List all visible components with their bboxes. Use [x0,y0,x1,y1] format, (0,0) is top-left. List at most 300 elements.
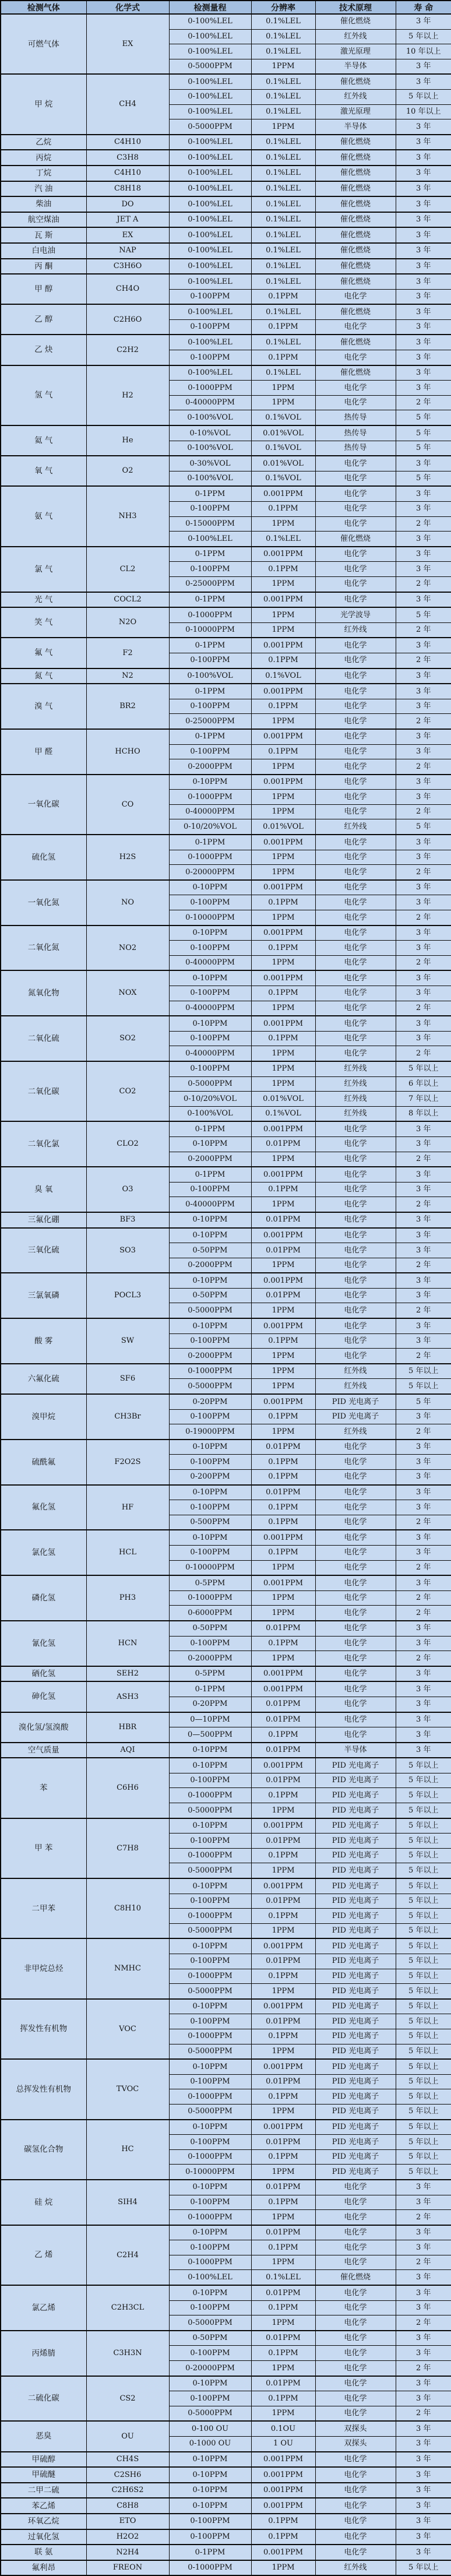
table-row [1,684,451,699]
lifespan-cell: 5 年以上 [396,1818,451,1834]
resolution-cell: 0.001PPM [251,486,315,501]
lifespan-cell: 2 年 [396,804,451,819]
table-row [1,1394,451,1409]
resolution-cell: 0.1OU [251,2421,315,2436]
principle-cell: 红外线 [315,29,396,44]
table-row [1,2225,451,2240]
principle-cell: 电化学 [315,381,396,396]
lifespan-cell: 5 年 [396,819,451,835]
table-row [1,1681,451,1697]
lifespan-cell: 3 年 [396,532,451,547]
chemical-formula-cell: EX [86,227,169,243]
lifespan-cell: 3 年 [396,941,451,956]
detected-gas-cell: 白电油 [1,243,86,259]
lifespan-cell: 3 年 [396,2240,451,2255]
range-cell: 0-10PPM [169,1273,251,1288]
detected-gas-cell: 二氧化氮 [1,925,86,971]
resolution-cell: 1PPM [251,1046,315,1061]
principle-cell: PID 光电离子 [315,2104,396,2119]
detected-gas-cell: 氟 气 [1,638,86,668]
detected-gas-cell: 磷化氢 [1,1575,86,1621]
lifespan-cell: 3 年 [396,925,451,941]
lifespan-cell: 2 年 [396,955,451,970]
lifespan-cell: 3 年 [396,1031,451,1046]
lifespan-cell: 2 年 [396,1152,451,1167]
lifespan-cell: 3 年 [396,2180,451,2195]
resolution-cell: 0.1%LEL [251,227,315,243]
range-cell: 0-5000PPM [169,1984,251,1999]
principle-cell: PID 光电离子 [315,1969,396,1984]
resolution-cell: 1PPM [251,2361,315,2376]
principle-cell: 电化学 [315,865,396,880]
table-row [1,2059,451,2074]
chemical-formula-cell: O2 [86,456,169,486]
principle-cell: PID 光电离子 [315,1878,396,1894]
resolution-cell: 1PPM [251,622,315,638]
detected-gas-cell: 甲 醛 [1,729,86,775]
resolution-cell: 1PPM [251,2044,315,2059]
principle-cell: 红外线 [315,1424,396,1440]
table-row [1,970,451,986]
lifespan-cell: 3 年 [396,319,451,335]
principle-cell: 电化学 [315,1182,396,1197]
detected-gas-cell: 氨 气 [1,486,86,546]
lifespan-cell: 3 年 [396,2529,451,2545]
range-cell: 0-10PPM [169,1440,251,1455]
principle-cell: 电化学 [315,1681,396,1697]
lifespan-cell: 3 年 [396,150,451,166]
detected-gas-cell: 砷化氢 [1,1681,86,1712]
resolution-cell: 0.01PPM [251,1834,315,1849]
principle-cell: 电化学 [315,1515,396,1530]
range-cell: 0-1000PPM [169,1969,251,1984]
principle-cell: PID 光电离子 [315,1984,396,1999]
lifespan-cell: 7 年以上 [396,1092,451,1107]
lifespan-cell: 3 年 [396,744,451,759]
principle-cell: 电化学 [315,955,396,970]
chemical-formula-cell: C2H3CL [86,2285,169,2331]
detected-gas-cell: 氰化氢 [1,1621,86,1666]
resolution-cell: 1PPM [251,1984,315,1999]
chemical-formula-cell: CH4O [86,274,169,304]
principle-cell: 电化学 [315,502,396,517]
table-row [1,2467,451,2483]
resolution-cell: 1PPM [251,1197,315,1212]
lifespan-cell: 2 年 [396,576,451,592]
principle-cell: PID 光电离子 [315,2120,396,2135]
lifespan-cell: 3 年 [396,835,451,850]
range-cell: 0-10%VOL [169,425,251,441]
range-cell: 0-5PPM [169,1575,251,1590]
range-cell: 0-100PPM [169,1545,251,1560]
resolution-cell: 0.1PPM [251,289,315,304]
lifespan-cell: 3 年 [396,970,451,986]
principle-cell: 电化学 [315,2315,396,2331]
resolution-cell: 0.1PPM [251,1470,315,1485]
lifespan-cell: 5 年以上 [396,1894,451,1909]
lifespan-cell: 3 年 [396,1681,451,1697]
resolution-cell: 0.1PPM [251,1500,315,1515]
lifespan-cell: 3 年 [396,135,451,150]
chemical-formula-cell: VOC [86,1999,169,2059]
lifespan-cell: 2 年 [396,2361,451,2376]
resolution-cell: 0.1PPM [251,1788,315,1803]
range-cell: 0-100PPM [169,1333,251,1349]
resolution-cell: 1PPM [251,2210,315,2225]
principle-cell: 电化学 [315,941,396,956]
resolution-cell: 0.01PPM [251,2376,315,2391]
resolution-cell: 0.01PPM [251,1621,315,1636]
detected-gas-cell: 一氧化碳 [1,775,86,835]
chemical-formula-cell: HCHO [86,729,169,775]
detected-gas-cell: 氮氧化物 [1,970,86,1016]
principle-cell: 催化燃烧 [315,150,396,166]
principle-cell: 电化学 [315,1455,396,1470]
resolution-cell: 0.1PPM [251,2391,315,2406]
principle-cell: 热传导 [315,410,396,425]
lifespan-cell: 5 年以上 [396,2089,451,2105]
resolution-cell: 1PPM [251,1061,315,1076]
principle-cell: 电化学 [315,2240,396,2255]
principle-cell: 电化学 [315,1666,396,1682]
range-cell: 0-10PPM [169,1818,251,1834]
detected-gas-cell: 乙 烯 [1,2225,86,2285]
chemical-formula-cell: C6H6 [86,1758,169,1818]
table-row [1,1758,451,1773]
table-row [1,274,451,289]
detected-gas-cell: 光 气 [1,592,86,608]
resolution-cell: 0.001PPM [251,1878,315,1894]
table-row [1,243,451,259]
lifespan-cell: 3 年 [396,880,451,895]
chemical-formula-cell: HF [86,1485,169,1530]
resolution-cell: 0.001PPM [251,2120,315,2135]
table-row [1,2180,451,2195]
range-cell: 0-100PPM [169,1061,251,1076]
lifespan-cell: 8 年以上 [396,1106,451,1121]
lifespan-cell: 2 年 [396,516,451,532]
resolution-cell: 0.1PPM [251,2195,315,2210]
principle-cell: 热传导 [315,441,396,456]
resolution-cell: 0.01%VOL [251,1092,315,1107]
chemical-formula-cell: C7H8 [86,1818,169,1878]
lifespan-cell: 3 年 [396,1228,451,1243]
lifespan-cell: 2 年 [396,2255,451,2270]
chemical-formula-cell: H2O2 [86,2529,169,2545]
resolution-cell: 0.1%LEL [251,135,315,150]
principle-cell: PID 光电离子 [315,1848,396,1863]
table-row [1,1016,451,1031]
lifespan-cell: 2 年 [396,1651,451,1666]
chemical-formula-cell: EX [86,14,169,74]
lifespan-cell: 3 年 [396,1530,451,1545]
chemical-formula-cell: SEH2 [86,1666,169,1682]
resolution-cell: 0.001PPM [251,1666,315,1682]
chemical-formula-cell: He [86,425,169,456]
detected-gas-cell: 氮 气 [1,668,86,684]
detected-gas-cell: 乙烷 [1,135,86,150]
table-row [1,181,451,197]
resolution-cell: 0.001PPM [251,1273,315,1288]
lifespan-cell: 3 年 [396,1016,451,1031]
range-cell: 0-1PPM [169,486,251,501]
principle-cell: 电化学 [315,289,396,304]
table-row [1,2560,451,2576]
principle-cell: 红外线 [315,89,396,104]
chemical-formula-cell: C3H6O [86,259,169,275]
table-row [1,1212,451,1228]
principle-cell: PID 光电离子 [315,1803,396,1818]
resolution-cell: 0.01PPM [251,2225,315,2240]
chemical-formula-cell: JET A [86,212,169,228]
principle-cell: 催化燃烧 [315,14,396,29]
range-cell: 0-100 OU [169,2421,251,2436]
principle-cell: PID 光电离子 [315,1834,396,1849]
header-detected-gas: 检测气体 [1,1,86,14]
range-cell: 0-100%LEL [169,135,251,150]
range-cell: 0-10PPM [169,1318,251,1333]
detected-gas-cell: 乙 醇 [1,304,86,335]
principle-cell: PID 光电离子 [315,1938,396,1954]
chemical-formula-cell: CL2 [86,547,169,592]
range-cell: 0-100%LEL [169,29,251,44]
resolution-cell: 0.1PPM [251,319,315,335]
detected-gas-cell: 二氧化碳 [1,1061,86,1121]
principle-cell: 电化学 [315,319,396,335]
table-row [1,259,451,275]
range-cell: 0-10PPM [169,1016,251,1031]
lifespan-cell: 2 年 [396,1258,451,1273]
principle-cell: 电化学 [315,2346,396,2361]
resolution-cell: 1PPM [251,2165,315,2180]
table-row [1,1621,451,1636]
range-cell: 0-10PPM [169,1530,251,1545]
principle-cell: 电化学 [315,775,396,790]
range-cell: 0-100PPM [169,1182,251,1197]
resolution-cell: 1PPM [251,2560,315,2576]
lifespan-cell: 5 年 [396,471,451,486]
range-cell: 0-100%LEL [169,196,251,212]
chemical-formula-cell: C8H10 [86,1878,169,1938]
header-resolution: 分辨率 [251,1,315,14]
principle-cell: 电化学 [315,2483,396,2498]
principle-cell: PID 光电离子 [315,2089,396,2105]
resolution-cell: 0.01%VOL [251,425,315,441]
principle-cell: 电化学 [315,2529,396,2545]
lifespan-cell: 3 年 [396,2391,451,2406]
range-cell: 0-40000PPM [169,1197,251,1212]
resolution-cell: 0.001PPM [251,1167,315,1182]
resolution-cell: 0.1%LEL [251,304,315,319]
detected-gas-cell: 丙烷 [1,150,86,166]
chemical-formula-cell: C2H6O [86,304,169,335]
lifespan-cell: 3 年 [396,502,451,517]
range-cell: 0-5000PPM [169,1303,251,1318]
range-cell: 0-10PPM [169,2467,251,2483]
resolution-cell: 1PPM [251,1560,315,1575]
principle-cell: 电化学 [315,638,396,653]
table-row [1,365,451,381]
lifespan-cell: 10 年以上 [396,44,451,59]
chemical-formula-cell: HBR [86,1712,169,1743]
detected-gas-cell: 二硫化碳 [1,2376,86,2422]
resolution-cell: 0.01%VOL [251,819,315,835]
detected-gas-cell: 氯 气 [1,547,86,592]
lifespan-cell: 2 年 [396,1424,451,1440]
detected-gas-cell: 二甲二硫 [1,2483,86,2498]
range-cell: 0—10PPM [169,1712,251,1727]
detected-gas-cell: 氧 气 [1,456,86,486]
resolution-cell: 0.001PPM [251,684,315,699]
resolution-cell: 1PPM [251,1590,315,1606]
principle-cell: 电化学 [315,2361,396,2376]
principle-cell: 电化学 [315,714,396,729]
detected-gas-cell: 苯乙烯 [1,2498,86,2514]
principle-cell: PID 光电离子 [315,2074,396,2089]
lifespan-cell: 2 年 [396,622,451,638]
principle-cell: 电化学 [315,2498,396,2514]
chemical-formula-cell: ASH3 [86,1681,169,1712]
resolution-cell: 0.01PPM [251,2074,315,2089]
chemical-formula-cell: C2SH6 [86,2467,169,2483]
resolution-cell: 0.001PPM [251,1999,315,2014]
lifespan-cell: 3 年 [396,14,451,29]
resolution-cell: 1PPM [251,1803,315,1818]
resolution-cell: 0.01PPM [251,1485,315,1500]
lifespan-cell: 5 年以上 [396,2120,451,2135]
detected-gas-cell: 六氟化硫 [1,1364,86,1394]
principle-cell: 电化学 [315,2285,396,2300]
principle-cell: PID 光电离子 [315,1758,396,1773]
lifespan-cell: 5 年以上 [396,2059,451,2074]
principle-cell: 电化学 [315,1621,396,1636]
table-row [1,607,451,622]
detected-gas-cell: 丙 酮 [1,259,86,275]
resolution-cell: 0.1%LEL [251,166,315,181]
range-cell: 0-100PPM [169,2300,251,2315]
lifespan-cell: 2 年 [396,1606,451,1621]
principle-cell: 红外线 [315,1061,396,1076]
detected-gas-cell: 笑 气 [1,607,86,638]
lifespan-cell: 5 年以上 [396,2044,451,2059]
lifespan-cell: 3 年 [396,381,451,396]
principle-cell: 电化学 [315,668,396,684]
chemical-formula-cell: SO3 [86,1228,169,1273]
lifespan-cell: 3 年 [396,2300,451,2315]
principle-cell: 电化学 [315,1136,396,1152]
lifespan-cell: 3 年 [396,181,451,197]
lifespan-cell: 3 年 [396,1500,451,1515]
lifespan-cell: 3 年 [396,2452,451,2468]
chemical-formula-cell: HCN [86,1621,169,1666]
lifespan-cell: 2 年 [396,910,451,925]
principle-cell: 电化学 [315,835,396,850]
lifespan-cell: 3 年 [396,1333,451,1349]
range-cell: 0-1000PPM [169,1788,251,1803]
table-row [1,1061,451,1076]
detected-gas-cell: 甲 烷 [1,74,86,134]
detected-gas-cell: 非甲烷总烃 [1,1938,86,1998]
chemical-formula-cell: C2H2 [86,335,169,365]
table-row [1,1228,451,1243]
lifespan-cell: 2 年 [396,653,451,668]
resolution-cell: 0.01PPM [251,1288,315,1303]
lifespan-cell: 5 年以上 [396,2014,451,2029]
chemical-formula-cell: CH4S [86,2452,169,2468]
lifespan-cell: 3 年 [396,2467,451,2483]
principle-cell: PID 光电离子 [315,1773,396,1788]
lifespan-cell: 5 年以上 [396,1954,451,1969]
range-cell: 0-5000PPM [169,1379,251,1394]
resolution-cell: 0.1%LEL [251,212,315,228]
chemical-formula-cell: H2 [86,365,169,425]
lifespan-cell: 2 年 [396,1515,451,1530]
range-cell: 0-100PPM [169,1773,251,1788]
principle-cell: 电化学 [315,395,396,410]
table-row [1,74,451,89]
lifespan-cell: 3 年 [396,227,451,243]
resolution-cell: 0.1%VOL [251,410,315,425]
resolution-cell: 1PPM [251,395,315,410]
lifespan-cell: 3 年 [396,1182,451,1197]
chemical-formula-cell: C2H4 [86,2225,169,2285]
table-row [1,2452,451,2468]
resolution-cell: 1PPM [251,1076,315,1092]
table-row [1,668,451,684]
principle-cell: 双探头 [315,2437,396,2452]
principle-cell: 催化燃烧 [315,532,396,547]
resolution-cell: 0.001PPM [251,2452,315,2468]
principle-cell: 电化学 [315,2452,396,2468]
resolution-cell: 1PPM [251,1379,315,1394]
principle-cell: PID 光电离子 [315,2135,396,2150]
range-cell: 0-100PPM [169,1954,251,1969]
lifespan-cell: 3 年 [396,2545,451,2560]
resolution-cell: 0.1PPM [251,2149,315,2165]
table-row [1,2285,451,2300]
lifespan-cell: 3 年 [396,1273,451,1288]
resolution-cell: 0.001PPM [251,1681,315,1697]
resolution-cell: 0.01PPM [251,1243,315,1258]
range-cell: 0-40000PPM [169,1001,251,1016]
resolution-cell: 0.1PPM [251,1182,315,1197]
principle-cell: PID 光电离子 [315,2029,396,2044]
chemical-formula-cell: H2S [86,835,169,880]
principle-cell: 电化学 [315,1590,396,1606]
principle-cell: 电化学 [315,1152,396,1167]
lifespan-cell: 3 年 [396,2331,451,2346]
range-cell: 0-10PPM [169,2452,251,2468]
lifespan-cell: 3 年 [396,259,451,275]
principle-cell: 电化学 [315,592,396,608]
lifespan-cell: 5 年 [396,607,451,622]
lifespan-cell: 5 年以上 [396,1788,451,1803]
header-principle: 技术原理 [315,1,396,14]
table-row [1,486,451,501]
range-cell: 0-100PPM [169,895,251,910]
table-row [1,2421,451,2436]
range-cell: 0-100PPM [169,986,251,1001]
principle-cell: 电化学 [315,925,396,941]
lifespan-cell: 3 年 [396,243,451,259]
resolution-cell: 1PPM [251,2255,315,2270]
range-cell: 0-100%LEL [169,532,251,547]
range-cell: 0-10PPM [169,2285,251,2300]
resolution-cell: 0.1PPM [251,941,315,956]
lifespan-cell: 3 年 [396,684,451,699]
chemical-formula-cell: C8H18 [86,181,169,197]
range-cell: 0-100PPM [169,699,251,714]
